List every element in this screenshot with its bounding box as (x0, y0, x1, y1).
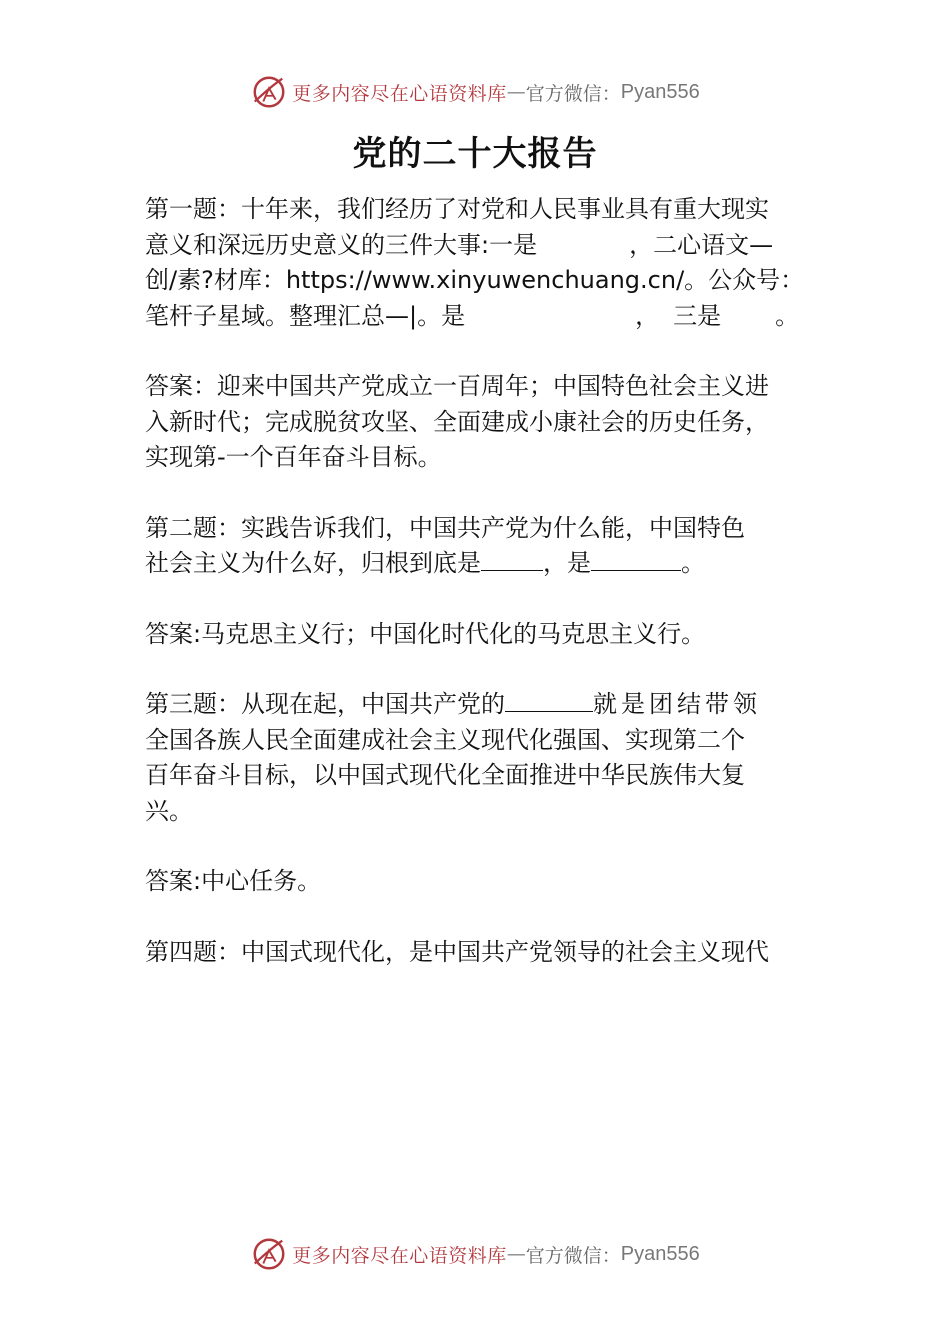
answer-2-line-1: 答案:马克思主义行；中国化时代化的马克思主义行。 (145, 619, 706, 648)
logo-icon (250, 73, 288, 111)
question-3 (145, 687, 815, 829)
question-2-line-2b: ，是 (543, 549, 591, 577)
question-1-line-4c: 三是 (673, 301, 722, 330)
question-3-line-3: 百年奋斗目标，以中国式现代化全面推进中华民族伟大复 (145, 761, 745, 789)
answer-3-line-1: 答案:中心任务。 (145, 867, 322, 895)
question-1-line-4b: ， (635, 301, 660, 330)
question-3-line-1b: 就是团结带领 (593, 690, 761, 718)
question-1 (145, 192, 815, 334)
answer-1 (145, 369, 815, 476)
answer-1-line-2: 入新时代；完成脱贫攻坚、全面建成小康社会的历史任务， (145, 407, 769, 436)
logo-icon (250, 1235, 288, 1273)
banner-wechat-label: 官方微信： (525, 82, 621, 105)
question-1-line-3: 创/素?材库：https://www.xinyuwenchuang.cn/。公众号： (145, 266, 805, 294)
question-3-line-2: 全国各族人民全面建成社会主义现代化强国、实现第二个 (145, 725, 745, 754)
document-title: 党的二十大报告 (352, 134, 598, 174)
fill-in-blank (505, 687, 593, 712)
banner-separator: — (506, 81, 526, 103)
question-2-line-2 (145, 546, 815, 582)
answer-1-line-1: 答案：迎来中国共产党成立一百周年；中国特色社会主义进 (145, 372, 769, 400)
answer-3 (145, 864, 815, 900)
question-1-line-2a: 意义和深远历史意义的三件大事:一是 (145, 230, 538, 259)
banner-separator: — (506, 1243, 526, 1265)
banner-wechat-label: 官方微信： (525, 1244, 621, 1267)
footer-banner (0, 1232, 950, 1276)
document-body (145, 192, 815, 1005)
fill-in-blank (591, 546, 681, 571)
question-3-line-4: 兴。 (145, 796, 193, 825)
question-3-line-1a: 第三题：从现在起，中国共产党的 (145, 690, 505, 718)
answer-2 (145, 617, 815, 653)
banner-wechat-id: Pyan556 (620, 1242, 700, 1265)
header-banner (0, 70, 950, 114)
question-4-line-1: 第四题：中国式现代化，是中国共产党领导的社会主义现代 (145, 937, 769, 966)
banner-text: 更多内容尽在心语资料库 (292, 1244, 507, 1267)
fill-in-blank (481, 546, 543, 571)
question-2-line-1: 第二题：实践告诉我们，中国共产党为什么能，中国特色 (145, 513, 745, 542)
question-2-line-2a: 社会主义为什么好，归根到底是 (145, 549, 481, 577)
question-3-line-1 (145, 687, 815, 723)
question-1-line-2b: ，二心语文— (629, 230, 774, 259)
answer-1-line-3: 实现第-一个百年奋斗目标。 (145, 443, 442, 471)
question-4 (145, 935, 815, 971)
banner-text: 更多内容尽在心语资料库 (292, 82, 507, 105)
question-1-line-2 (145, 228, 815, 264)
question-2-line-2c: 。 (681, 549, 705, 577)
question-2 (145, 511, 815, 582)
question-1-line-4d: 。 (775, 301, 800, 330)
question-1-line-1: 第一题：十年来，我们经历了对党和人民事业具有重大现实 (145, 195, 769, 223)
banner-wechat-id: Pyan556 (620, 80, 700, 103)
question-1-line-4a: 笔杆子星域。整理汇总—|。是 (145, 301, 466, 330)
question-1-line-4 (145, 299, 815, 335)
